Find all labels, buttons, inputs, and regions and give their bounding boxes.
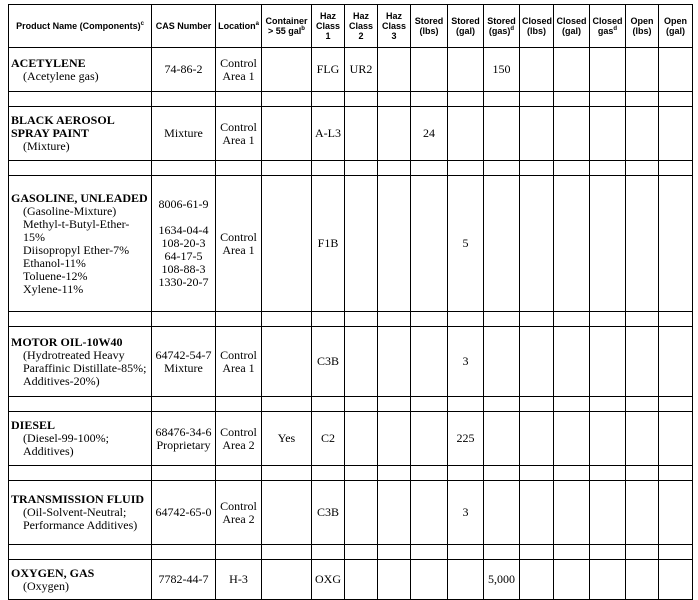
spacer-row [9, 466, 693, 481]
footnote-marker: c [140, 21, 144, 27]
empty-cell [262, 466, 312, 481]
container-cell [262, 176, 312, 312]
cas-number-cell [152, 107, 216, 161]
column-header [312, 5, 345, 48]
table-header-row [9, 5, 693, 48]
stored-gal-cell: 3 [448, 327, 484, 397]
empty-cell [345, 397, 378, 412]
cas-number: 108-20-3 [161, 236, 206, 250]
empty-cell [152, 312, 216, 327]
column-header [9, 5, 152, 48]
hazardous-materials-table [8, 4, 693, 600]
closed-gal-cell [554, 176, 590, 312]
empty-cell [216, 466, 262, 481]
spacer-row [9, 397, 693, 412]
closed-gal-cell [554, 48, 590, 92]
product-component: (Gasoline-Mixture) [23, 203, 117, 218]
product-name: BLACK AEROSOL SPRAY PAINT [11, 113, 115, 140]
empty-cell [262, 161, 312, 176]
column-header [626, 5, 659, 48]
empty-cell [484, 545, 520, 560]
product-component: Ethanol-11% [23, 255, 86, 270]
container-cell: Yes [262, 412, 312, 466]
empty-cell [484, 466, 520, 481]
product-component: Diisopropyl Ether-7% [23, 242, 130, 257]
empty-cell [378, 545, 411, 560]
location-cell: Control Area 2 [216, 481, 262, 545]
empty-cell [312, 545, 345, 560]
closed-gal-cell [554, 327, 590, 397]
stored-gal-cell [448, 48, 484, 92]
empty-cell [626, 397, 659, 412]
haz3-cell [378, 327, 411, 397]
empty-cell [216, 397, 262, 412]
stored-gal-cell [448, 560, 484, 600]
empty-cell [378, 312, 411, 327]
open-gal-cell [659, 48, 693, 92]
product-name-cell [9, 176, 152, 312]
haz1-cell: A-L3 [312, 107, 345, 161]
open-gal-cell [659, 327, 693, 397]
empty-cell [590, 161, 626, 176]
stored-gas-cell [484, 481, 520, 545]
haz1-cell: F1B [312, 176, 345, 312]
column-header-label: Open (gal) [663, 16, 687, 36]
product-component: (Acetylene gas) [23, 68, 99, 83]
closed-gal-cell [554, 107, 590, 161]
empty-cell [411, 397, 448, 412]
product-component: Paraffinic Distillate-85%; [23, 360, 147, 375]
empty-cell [590, 397, 626, 412]
table-row [9, 48, 693, 92]
cas-number: Proprietary [156, 437, 211, 452]
column-header-label: Haz Class 2 [348, 11, 374, 41]
footnote-marker: d [613, 26, 618, 32]
haz3-cell [378, 48, 411, 92]
cas-number: 74-86-2 [164, 62, 203, 76]
cas-number-cell [152, 327, 216, 397]
closed-lbs-cell [520, 560, 554, 600]
product-component: (Diesel-99-100%; [23, 431, 109, 445]
empty-cell [378, 397, 411, 412]
closed-lbs-cell [520, 327, 554, 397]
table-row [9, 481, 693, 545]
product-component: (Oil-Solvent-Neutral; [23, 505, 127, 519]
cas-number-cell [152, 48, 216, 92]
empty-cell [152, 545, 216, 560]
empty-cell [554, 312, 590, 327]
empty-cell [9, 545, 152, 560]
open-lbs-cell [626, 48, 659, 92]
empty-cell [659, 466, 693, 481]
closed-gas-cell [590, 107, 626, 161]
column-header [378, 5, 411, 48]
product-component: Performance Additives) [23, 518, 138, 532]
empty-cell [448, 92, 484, 107]
empty-cell [484, 397, 520, 412]
stored-lbs-cell [411, 412, 448, 466]
cas-number: 1634-04-4 [158, 223, 209, 237]
open-lbs-cell [626, 560, 659, 600]
column-header [411, 5, 448, 48]
closed-gas-cell [590, 327, 626, 397]
stored-gal-cell: 3 [448, 481, 484, 545]
column-header-label: CAS Number [155, 21, 212, 31]
column-header-label: Stored (lbs) [414, 16, 444, 36]
empty-cell [659, 545, 693, 560]
haz2-cell [345, 107, 378, 161]
product-name-cell [9, 107, 152, 161]
cas-number: 64742-54-7 [155, 347, 212, 362]
stored-gas-cell: 5,000 [484, 560, 520, 600]
empty-cell [448, 397, 484, 412]
empty-cell [520, 397, 554, 412]
empty-cell [411, 92, 448, 107]
container-cell [262, 481, 312, 545]
empty-cell [484, 92, 520, 107]
stored-lbs-cell [411, 481, 448, 545]
column-header-label: Stored (gas) [487, 16, 516, 36]
product-name: GASOLINE, UNLEADED [11, 190, 148, 205]
empty-cell [9, 397, 152, 412]
spacer-row [9, 92, 693, 107]
haz1-cell: OXG [312, 560, 345, 600]
container-cell [262, 48, 312, 92]
empty-cell [9, 466, 152, 481]
footnote-marker: d [510, 26, 515, 32]
empty-cell [520, 161, 554, 176]
open-lbs-cell [626, 481, 659, 545]
closed-gal-cell [554, 412, 590, 466]
stored-lbs-cell [411, 327, 448, 397]
product-component: Additives) [23, 444, 74, 458]
product-name-cell [9, 48, 152, 92]
column-header-label: Stored (gal) [451, 16, 480, 36]
open-gal-cell [659, 560, 693, 600]
empty-cell [554, 92, 590, 107]
cas-number: 1330-20-7 [158, 275, 209, 289]
haz2-cell [345, 327, 378, 397]
footnote-marker: a [255, 21, 259, 27]
product-name: MOTOR OIL-10W40 [11, 334, 123, 349]
spacer-row [9, 161, 693, 176]
location-cell: Control Area 2 [216, 412, 262, 466]
empty-cell [590, 466, 626, 481]
product-component: (Oxygen) [23, 578, 69, 593]
product-name-cell [9, 327, 152, 397]
product-component: Toluene-12% [23, 268, 88, 283]
empty-cell [484, 161, 520, 176]
location-cell: Control Area 1 [216, 176, 262, 312]
product-component: (Hydrotreated Heavy [23, 347, 125, 362]
empty-cell [312, 466, 345, 481]
footnote-marker: b [301, 26, 305, 32]
column-header [484, 5, 520, 48]
cas-number: 7782-44-7 [158, 572, 209, 586]
column-header-label: Product Name (Components) [16, 21, 141, 31]
haz3-cell [378, 560, 411, 600]
empty-cell [626, 545, 659, 560]
product-name: OXYGEN, GAS [11, 565, 95, 580]
product-component: Methyl-t-Butyl-Ether-15% [23, 216, 130, 244]
closed-lbs-cell [520, 412, 554, 466]
empty-cell [345, 545, 378, 560]
empty-cell [554, 466, 590, 481]
table-row [9, 176, 693, 312]
product-component: Xylene-11% [23, 281, 84, 296]
empty-cell [9, 92, 152, 107]
column-header [448, 5, 484, 48]
empty-cell [216, 545, 262, 560]
stored-gas-cell [484, 327, 520, 397]
haz3-cell [378, 176, 411, 312]
empty-cell [262, 545, 312, 560]
empty-cell [9, 312, 152, 327]
table-row [9, 560, 693, 600]
column-header-label: Closed (gal) [556, 16, 587, 36]
column-header-label: Container > 55 gal [265, 16, 308, 36]
product-component: (Mixture) [23, 139, 70, 153]
location-cell: Control Area 1 [216, 327, 262, 397]
haz1-cell: C2 [312, 412, 345, 466]
cas-number: 108-88-3 [161, 262, 206, 276]
open-lbs-cell [626, 107, 659, 161]
empty-cell [554, 545, 590, 560]
stored-lbs-cell [411, 560, 448, 600]
empty-cell [448, 545, 484, 560]
haz1-cell: FLG [312, 48, 345, 92]
empty-cell [378, 466, 411, 481]
empty-cell [262, 397, 312, 412]
empty-cell [659, 397, 693, 412]
open-lbs-cell [626, 412, 659, 466]
column-header [659, 5, 693, 48]
empty-cell [554, 397, 590, 412]
empty-cell [345, 92, 378, 107]
spacer-row [9, 545, 693, 560]
column-header-label: Location [218, 21, 256, 31]
empty-cell [484, 312, 520, 327]
empty-cell [554, 161, 590, 176]
empty-cell [590, 545, 626, 560]
location-cell: Control Area 1 [216, 107, 262, 161]
haz1-cell: C3B [312, 327, 345, 397]
column-header [216, 5, 262, 48]
empty-cell [590, 312, 626, 327]
column-header-label: Haz Class 1 [315, 11, 341, 41]
product-name-cell [9, 481, 152, 545]
empty-cell [520, 466, 554, 481]
column-header [152, 5, 216, 48]
product-name-cell [9, 560, 152, 600]
empty-cell [411, 312, 448, 327]
empty-cell [312, 92, 345, 107]
column-header-label: Haz Class 3 [381, 11, 407, 41]
empty-cell [345, 312, 378, 327]
empty-cell [216, 312, 262, 327]
closed-lbs-cell [520, 107, 554, 161]
stored-lbs-cell [411, 48, 448, 92]
haz3-cell [378, 412, 411, 466]
column-header [345, 5, 378, 48]
stored-lbs-cell: 24 [411, 107, 448, 161]
open-lbs-cell [626, 176, 659, 312]
open-gal-cell [659, 107, 693, 161]
haz3-cell [378, 481, 411, 545]
empty-cell [262, 92, 312, 107]
empty-cell [626, 92, 659, 107]
empty-cell [411, 466, 448, 481]
cas-number: Mixture [164, 360, 203, 375]
product-component: Additives-20%) [23, 373, 100, 388]
empty-cell [659, 161, 693, 176]
product-name: DIESEL [11, 418, 56, 432]
product-name: ACETYLENE [11, 55, 86, 70]
closed-gas-cell [590, 560, 626, 600]
empty-cell [411, 545, 448, 560]
column-header-label: Open (lbs) [630, 16, 654, 36]
open-gal-cell [659, 176, 693, 312]
open-lbs-cell [626, 327, 659, 397]
haz1-cell: C3B [312, 481, 345, 545]
empty-cell [152, 92, 216, 107]
column-header [520, 5, 554, 48]
closed-gas-cell [590, 48, 626, 92]
column-header [262, 5, 312, 48]
empty-cell [345, 161, 378, 176]
empty-cell [152, 161, 216, 176]
cas-number: 64742-65-0 [155, 505, 212, 519]
empty-cell [520, 545, 554, 560]
container-cell [262, 107, 312, 161]
empty-cell [152, 397, 216, 412]
closed-gal-cell [554, 560, 590, 600]
empty-cell [448, 161, 484, 176]
location-cell: H-3 [216, 560, 262, 600]
product-name: TRANSMISSION FLUID [11, 492, 145, 506]
closed-gas-cell [590, 481, 626, 545]
empty-cell [448, 312, 484, 327]
location-cell: Control Area 1 [216, 48, 262, 92]
empty-cell [626, 312, 659, 327]
table-row [9, 412, 693, 466]
cas-number: 68476-34-6 [155, 424, 212, 439]
empty-cell [448, 466, 484, 481]
cas-number: 64-17-5 [164, 249, 203, 263]
empty-cell [345, 466, 378, 481]
column-header-label: Closed gas [592, 16, 623, 36]
haz3-cell [378, 107, 411, 161]
cas-number-cell [152, 481, 216, 545]
empty-cell [312, 312, 345, 327]
empty-cell [659, 92, 693, 107]
container-cell [262, 560, 312, 600]
closed-gal-cell [554, 481, 590, 545]
table-row [9, 327, 693, 397]
spacer-row [9, 312, 693, 327]
closed-lbs-cell [520, 48, 554, 92]
stored-gas-cell: 150 [484, 48, 520, 92]
stored-gal-cell: 225 [448, 412, 484, 466]
closed-gas-cell [590, 412, 626, 466]
empty-cell [9, 161, 152, 176]
closed-lbs-cell [520, 481, 554, 545]
column-header-label: Closed (lbs) [522, 16, 553, 36]
table-row [9, 107, 693, 161]
stored-gas-cell [484, 412, 520, 466]
empty-cell [659, 312, 693, 327]
closed-gas-cell [590, 176, 626, 312]
empty-cell [626, 161, 659, 176]
haz2-cell [345, 481, 378, 545]
stored-gal-cell: 5 [448, 176, 484, 312]
cas-number: Mixture [164, 126, 203, 140]
empty-cell [378, 92, 411, 107]
empty-cell [590, 92, 626, 107]
empty-cell [520, 312, 554, 327]
cas-number-cell [152, 176, 216, 312]
empty-cell [312, 161, 345, 176]
stored-gas-cell [484, 176, 520, 312]
empty-cell [216, 161, 262, 176]
haz2-cell [345, 176, 378, 312]
empty-cell [152, 466, 216, 481]
empty-cell [312, 397, 345, 412]
haz2-cell [345, 412, 378, 466]
haz2-cell [345, 560, 378, 600]
empty-cell [216, 92, 262, 107]
table-body [9, 48, 693, 600]
open-gal-cell [659, 412, 693, 466]
open-gal-cell [659, 481, 693, 545]
stored-lbs-cell [411, 176, 448, 312]
closed-lbs-cell [520, 176, 554, 312]
column-header [554, 5, 590, 48]
cas-number-cell [152, 560, 216, 600]
empty-cell [378, 161, 411, 176]
empty-cell [262, 312, 312, 327]
empty-cell [520, 92, 554, 107]
cas-number: 8006-61-9 [158, 197, 209, 211]
column-header [590, 5, 626, 48]
empty-cell [411, 161, 448, 176]
product-name-cell [9, 412, 152, 466]
stored-gal-cell [448, 107, 484, 161]
container-cell [262, 327, 312, 397]
cas-number-cell [152, 412, 216, 466]
empty-cell [626, 466, 659, 481]
stored-gas-cell [484, 107, 520, 161]
haz2-cell: UR2 [345, 48, 378, 92]
